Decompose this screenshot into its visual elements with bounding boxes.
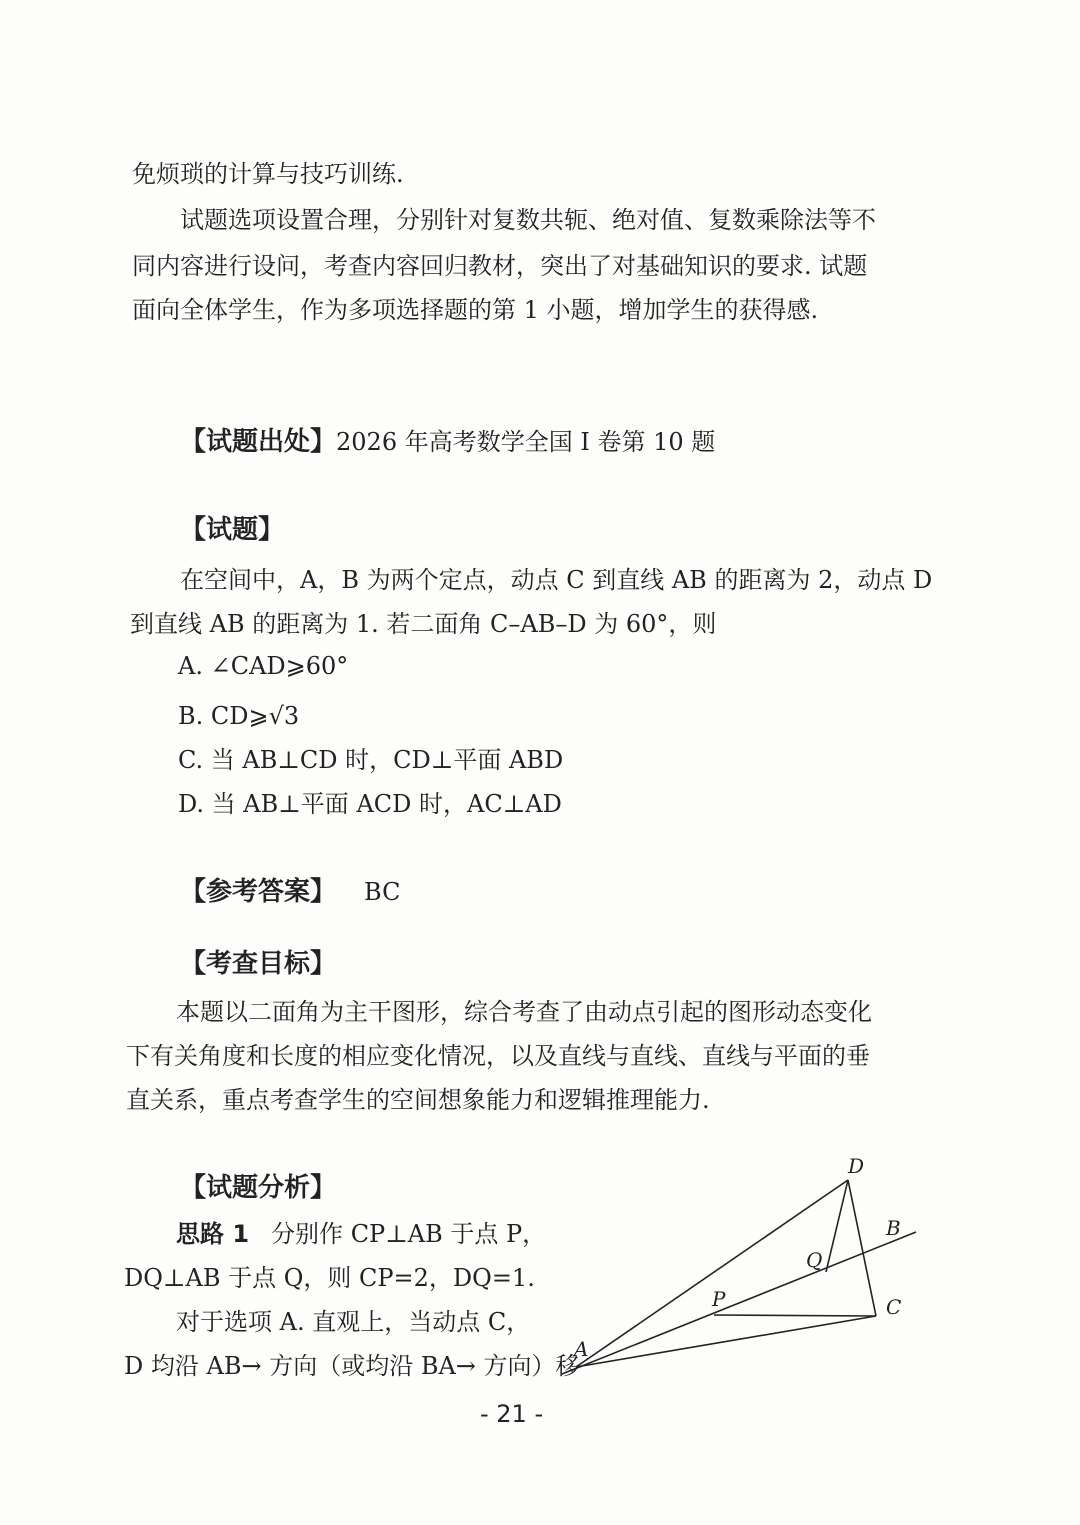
analysis-heading: 【试题分析】 <box>180 1173 337 1203</box>
source-row <box>180 426 715 458</box>
intro-line-1: 免烦琐的计算与技巧训练. <box>132 160 404 188</box>
question-heading: 【试题】 <box>180 515 285 545</box>
intro-line-3: 同内容进行设问，考查内容回归教材，突出了对基础知识的要求. 试题 <box>132 252 868 280</box>
approach-label: 思路 1 <box>176 1220 250 1248</box>
intro-line-2: 试题选项设置合理，分别针对复数共轭、绝对值、复数乘除法等不 <box>180 206 876 234</box>
answer-value: BC <box>364 878 401 906</box>
analysis-line-3: 对于选项 A. 直观上，当动点 C， <box>176 1308 531 1336</box>
label-a: A <box>574 1337 589 1361</box>
source-text: 2026 年高考数学全国 I 卷第 10 题 <box>336 428 716 456</box>
analysis-line-4: D 均沿 AB→ 方向（或均沿 BA→ 方向）移 <box>124 1352 580 1380</box>
label-b: B <box>886 1216 901 1240</box>
question-stem-line-1: 在空间中，A，B 为两个定点，动点 C 到直线 AB 的距离为 2，动点 D <box>180 566 933 594</box>
objective-line-3: 直关系，重点考查学生的空间想象能力和逻辑推理能力. <box>126 1086 710 1114</box>
objective-heading: 【考查目标】 <box>180 949 337 979</box>
dihedral-angle-figure <box>550 1150 930 1390</box>
answer-heading: 【参考答案】 <box>180 877 337 907</box>
label-p: P <box>712 1287 726 1311</box>
line-dc <box>848 1180 876 1316</box>
analysis-line-2: DQ⊥AB 于点 Q，则 CP=2，DQ=1. <box>124 1264 535 1292</box>
label-c: C <box>886 1295 902 1319</box>
label-q: Q <box>806 1248 823 1272</box>
label-d: D <box>848 1154 865 1178</box>
intro-line-4: 面向全体学生，作为多项选择题的第 1 小题，增加学生的获得感. <box>132 296 819 324</box>
approach-text: 分别作 CP⊥AB 于点 P， <box>271 1220 547 1248</box>
option-b: B. CD⩾√3 <box>178 702 300 730</box>
objective-line-2: 下有关角度和长度的相应变化情况，以及直线与直线、直线与平面的垂 <box>126 1042 870 1070</box>
source-heading: 【试题出处】 <box>180 427 337 457</box>
line-ac <box>576 1316 876 1367</box>
option-d: D. 当 AB⊥平面 ACD 时，AC⊥AD <box>178 790 562 818</box>
answer-row <box>180 876 400 908</box>
objective-line-1: 本题以二面角为主干图形，综合考查了由动点引起的图形动态变化 <box>176 998 872 1026</box>
option-a: A. ∠CAD⩾60° <box>178 652 349 680</box>
option-c: C. 当 AB⊥CD 时，CD⊥平面 ABD <box>178 746 564 774</box>
analysis-line-1 <box>176 1218 546 1250</box>
line-pc <box>714 1315 876 1316</box>
question-stem-line-2: 到直线 AB 的距离为 1. 若二面角 C–AB–D 为 60°，则 <box>130 610 717 638</box>
page-number: - 21 - <box>480 1400 544 1428</box>
line-ad <box>576 1180 848 1367</box>
